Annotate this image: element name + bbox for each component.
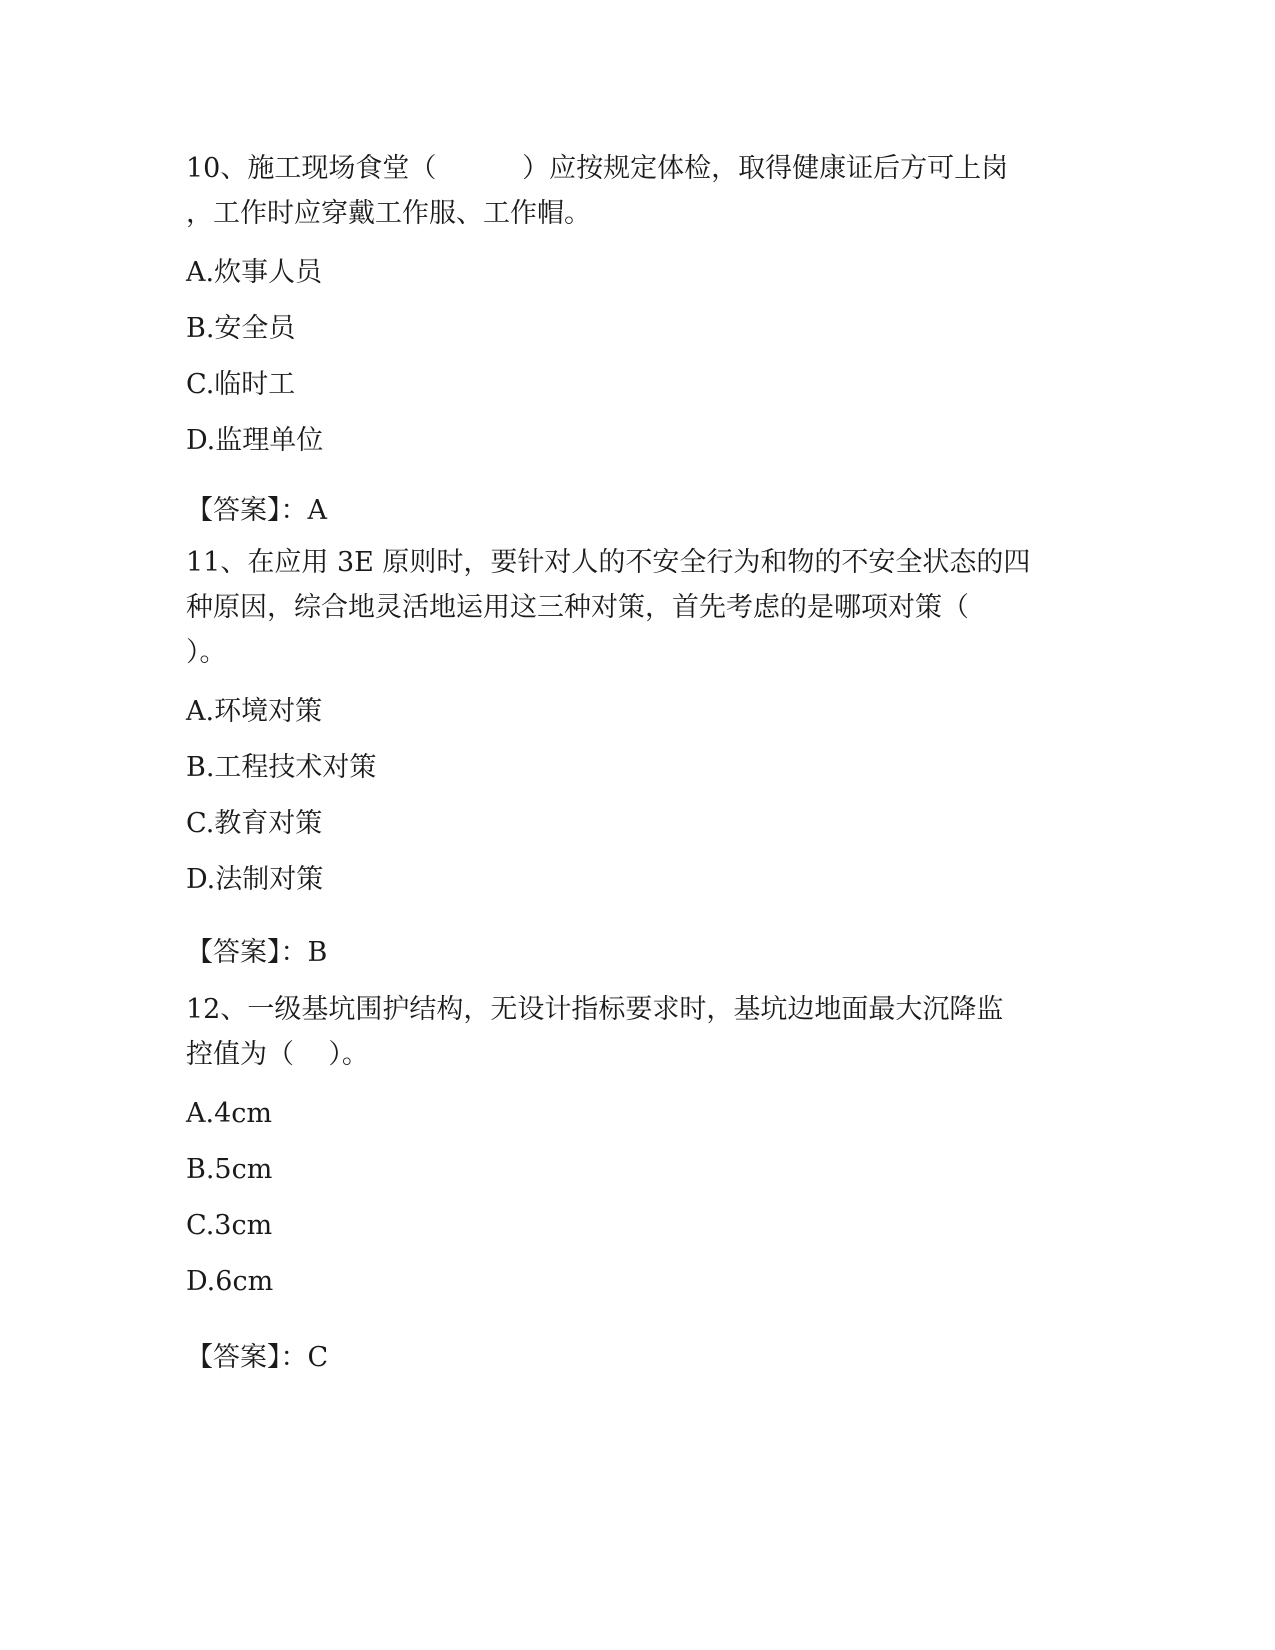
answer-10: 【答案】：A: [186, 495, 327, 526]
option-a: A.4cm: [186, 1098, 272, 1129]
option-list: [186, 684, 1066, 908]
question-11: [186, 540, 1066, 908]
question-stem: 10、施工现场食堂（ ）应按规定体检，取得健康证后方可上岗 ，工作时应穿戴工作服、工作帽。: [186, 153, 1009, 229]
option-c: C.3cm: [186, 1210, 273, 1241]
answer-11: 【答案】：B: [186, 937, 328, 968]
option-d: D.6cm: [186, 1266, 274, 1297]
option-a: A.环境对策: [186, 696, 323, 727]
option-b: B.5cm: [186, 1154, 273, 1185]
question-10: [186, 146, 1066, 469]
option-c: C.教育对策: [186, 808, 323, 839]
option-d: D.监理单位: [186, 425, 324, 456]
option-b: B.安全员: [186, 313, 296, 344]
question-12: [186, 987, 1066, 1310]
option-list: [186, 245, 1066, 469]
option-c: C.临时工: [186, 369, 296, 400]
question-stem: 12、一级基坑围护结构，无设计指标要求时，基坑边地面最大沉降监 控值为（ ）。: [186, 994, 1004, 1070]
option-a: A.炊事人员: [186, 257, 323, 288]
option-d: D.法制对策: [186, 864, 324, 895]
option-b: B.工程技术对策: [186, 752, 377, 783]
option-list: [186, 1086, 1066, 1310]
question-stem: 11、在应用 3E 原则时，要针对人的不安全行为和物的不安全状态的四 种原因，综合地灵活地运用这三种对策，首先考虑的是哪项对策（ ）。: [186, 547, 1031, 668]
answer-12: 【答案】：C: [186, 1342, 329, 1373]
